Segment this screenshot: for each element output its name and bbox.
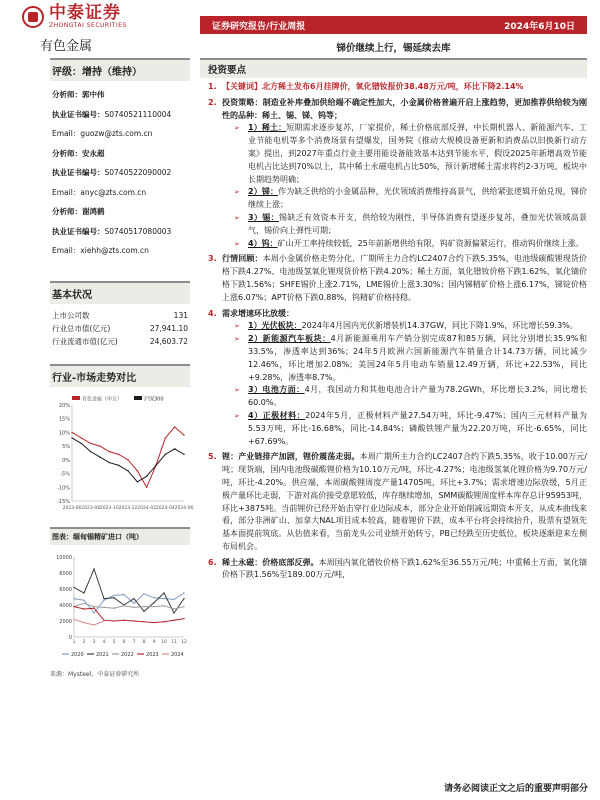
data-point — [143, 610, 144, 611]
data-point — [103, 599, 104, 600]
data-point — [83, 621, 84, 622]
data-point — [137, 481, 138, 482]
legend-label: 2021 — [96, 651, 109, 658]
data-point — [183, 434, 184, 435]
x-tick-label: 2024-04 — [155, 505, 175, 511]
x-tick-label: 12 — [181, 639, 187, 645]
data-point — [71, 437, 72, 438]
data-point — [99, 456, 100, 457]
data-point — [118, 464, 119, 465]
data-point — [133, 602, 134, 603]
data-point — [183, 453, 184, 454]
data-point — [173, 619, 174, 620]
legend-label: 2020 — [71, 651, 84, 658]
data-point — [183, 617, 184, 618]
y-tick-label: -5% — [60, 471, 70, 478]
x-tick-label: 10 — [161, 639, 167, 645]
y-tick-label: 4000 — [59, 602, 72, 609]
point-2-sub-3: ➢ 3）锡：锡缺乏有效资本开支，供给较为刚性，半导体消费有望逐步复苏，叠加光伏领域高景气，锡价向上弹性可期； — [234, 212, 587, 235]
data-point — [183, 592, 184, 593]
data-point — [113, 594, 114, 595]
analyst-cert: S0740517080003 — [104, 226, 172, 236]
y-tick-label: 2000 — [59, 618, 72, 625]
data-point — [153, 605, 154, 606]
data-point — [83, 592, 84, 593]
brand-logo — [22, 4, 127, 29]
analyst-cert: S0740522090002 — [104, 168, 172, 177]
point-1: 1. 【关键词】北方稀土发布6月挂牌价，氧化镨钕报价38.48万元/吨，环比下降2.14% — [208, 82, 524, 91]
brand-name-en: ZHONGTAI SECURITIES — [49, 22, 127, 29]
analyst-email[interactable]: Email：guozw@zts.com.cn — [52, 129, 153, 138]
data-point — [133, 597, 134, 598]
x-tick-label: 8 — [142, 639, 146, 645]
data-point — [93, 612, 94, 613]
data-point — [123, 593, 124, 594]
right-column — [200, 58, 587, 582]
industry-name: 有色金属 — [40, 39, 93, 54]
data-point — [165, 437, 166, 438]
legend-label: 沪深300 — [144, 396, 164, 402]
y-tick-label: 20% — [58, 402, 70, 409]
table-row: 上市公司数 131 — [52, 310, 188, 320]
analyst-list — [50, 85, 190, 261]
data-point — [81, 442, 82, 443]
data-point — [83, 602, 84, 603]
point-4-sub-2: ➢ 2）新能源汽车板块：4月新能源乘用车产销分别完成87和85万辆，同比分别增长35.9%和33.5%，渗透率达到36%；24年5月欧洲六国新能源汽车销量合计14.73万辆，同比减少12.46%，环比增加2.08%；美国24年5月电动车销量12.49万辆，环比+22.53%，同比+9.28%，渗透率8.7%。 — [234, 334, 587, 382]
data-point — [174, 426, 175, 427]
disclaimer-footer: 请务必阅读正文之后的重要声明部分 — [443, 784, 588, 794]
data-point — [174, 448, 175, 449]
table-row: 行业流通市值(亿元) 24,603.72 — [52, 336, 188, 346]
rating-value: 增持（维持） — [82, 67, 142, 78]
x-tick-label: 2023-06 — [62, 505, 82, 511]
brand-emblem-icon — [22, 6, 44, 28]
data-point — [183, 605, 184, 606]
analyst-name: 郭中伟 — [82, 90, 105, 99]
y-tick-label: 10% — [58, 429, 70, 436]
data-point — [127, 470, 128, 471]
data-point — [163, 621, 164, 622]
legend-label: 2022 — [121, 651, 134, 658]
y-tick-label: 0 — [68, 634, 72, 641]
series-line — [72, 426, 184, 486]
y-tick-label: 0% — [62, 457, 70, 464]
point-2: 2. 投资策略：制造业补库叠加供给端不确定性加大，小金属价格普遍开启上涨趋势，更加推荐供给较为刚性的品种：稀土、锡、锑、钨等； — [208, 97, 587, 120]
data-point — [103, 597, 104, 598]
x-tick-label: 2023-08 — [81, 505, 101, 511]
x-tick-label: 4 — [102, 639, 106, 645]
data-point — [73, 605, 74, 606]
data-point — [83, 599, 84, 600]
data-point — [90, 442, 91, 443]
basic-status-title: 基本状况 — [50, 281, 190, 304]
data-point — [153, 621, 154, 622]
data-point — [133, 620, 134, 621]
tin-import-chart-svg — [50, 551, 190, 663]
brand-name: 中泰证券 — [49, 3, 121, 23]
investment-points-title: 投资要点 — [200, 58, 587, 78]
data-point — [99, 445, 100, 446]
report-subtitle: 锑价继续上行，锡延续去库 — [336, 43, 451, 54]
data-point — [173, 608, 174, 609]
data-point — [155, 464, 156, 465]
x-tick-label: 9 — [152, 639, 156, 645]
data-point — [173, 598, 174, 599]
data-point — [146, 486, 147, 487]
table-row: 行业总市值(亿元) 27,941.10 — [52, 323, 188, 333]
x-tick-label: 2023-12 — [118, 505, 138, 511]
legend-swatch — [134, 396, 142, 400]
point-4-sub-1: ➢ 1）光伏板块：2024年4月国内光伏新增装机14.37GW，同比下降1.9%，环比增长59.3%。 — [234, 321, 578, 331]
x-tick-label: 6 — [122, 639, 126, 645]
data-point — [93, 607, 94, 608]
analyst-entry: 分析师：谢鸿鹤 执业证书编号：S0740517080003 Email：xiehh@zts.com.cn — [50, 202, 190, 261]
data-point — [73, 618, 74, 619]
data-point — [153, 597, 154, 598]
data-point — [103, 606, 104, 607]
data-point — [173, 612, 174, 613]
series-line — [74, 593, 184, 613]
x-tick-label: 11 — [171, 639, 177, 645]
data-point — [73, 597, 74, 598]
data-point — [163, 597, 164, 598]
x-tick-label: 2024-02 — [137, 505, 157, 511]
data-point — [109, 450, 110, 451]
rating-box — [50, 58, 190, 81]
analyst-cert: S0740521110004 — [104, 109, 172, 119]
chart-source: 来源：Mysteel，中泰证券研究所 — [50, 670, 140, 678]
point-4-sub-4: ➢ 4）正极材料：2024年5月，正极材料产量27.54万吨，环比-9.47%；国内三元材料产量为5.53万吨，环比-16.68%，同比-14.84%；磷酸铁锂产量为22.20万吨，环比-6.65%，同比+67.69%。 — [234, 410, 587, 446]
basic-status-table — [50, 309, 190, 348]
data-point — [81, 437, 82, 438]
report-date: 2024年6月10日 — [504, 21, 575, 32]
analyst-entry: 分析师：郭中伟 执业证书编号：S0740521110004 Email：guozw@zts.com.cn — [50, 85, 190, 144]
y-tick-label: 6000 — [59, 586, 72, 593]
left-column — [50, 58, 194, 678]
x-tick-label: 7 — [132, 639, 136, 645]
x-tick-label: 3 — [92, 639, 96, 645]
data-point — [123, 605, 124, 606]
x-tick-label: 2 — [82, 639, 86, 645]
data-point — [183, 597, 184, 598]
x-tick-label: 2024-06 — [174, 505, 194, 511]
data-point — [103, 620, 104, 621]
data-point — [90, 450, 91, 451]
data-point — [113, 620, 114, 621]
x-tick-label: 2023-10 — [99, 505, 119, 511]
y-tick-label: 5% — [62, 443, 70, 450]
data-point — [163, 605, 164, 606]
analyst-email[interactable]: Email：anyc@zts.com.cn — [52, 187, 147, 197]
rating-label: 评级： — [52, 67, 82, 78]
data-point — [163, 592, 164, 593]
data-point — [118, 453, 119, 454]
chart1-title: 图表：缅甸锡精矿进口（吨） — [50, 527, 190, 545]
report-type: 证券研究报告/行业周报 — [212, 21, 306, 32]
data-point — [113, 597, 114, 598]
trend-title: 行业-市场走势对比 — [50, 364, 190, 387]
data-point — [123, 619, 124, 620]
data-point — [143, 605, 144, 606]
data-point — [143, 593, 144, 594]
data-point — [93, 605, 94, 606]
data-point — [83, 608, 84, 609]
data-point — [113, 607, 114, 608]
legend-label: 2024 — [171, 651, 184, 658]
trend-chart-svg — [50, 393, 194, 513]
point-2-sub-1: ➢ 1）稀土：短期需求逐步复苏，厂家提价，稀土价格底部反弹，中长期机器人、新能源汽车、工业节能电机等多个消费场景有望爆发，国务院《推动大规模设备更新和消费品以旧换新行动方案》提出，到2027年重点行业主要用能设备能效基本达到节能水平，假设2025年新增高效节能电机占比达到70%以上，其中稀土永磁电机占比50%，预计新增稀土需求将约2-3万吨，板块中长期趋势明确； — [234, 123, 587, 184]
data-point — [93, 624, 94, 625]
x-tick-label: 1 — [72, 639, 76, 645]
data-point — [93, 568, 94, 569]
legend-label: 有色金属（申万） — [82, 396, 123, 402]
point-4-sub-3: ➢ 3）电池方面：4月，我国动力和其他电池合计产量为78.2GWh，环比增长3.2%，同比增长60.0%。 — [234, 385, 587, 408]
x-tick-label: 5 — [112, 639, 116, 645]
data-point — [137, 470, 138, 471]
legend-swatch — [72, 396, 80, 400]
analyst-email[interactable]: Email：xiehh@zts.com.cn — [52, 246, 149, 255]
data-point — [146, 475, 147, 476]
data-point — [127, 459, 128, 460]
data-point — [143, 621, 144, 622]
tin-import-chart — [50, 551, 190, 667]
analyst-name: 谢鸿鹤 — [82, 207, 105, 216]
y-tick-label: -10% — [57, 484, 70, 491]
point-6: 6. 稀土永磁：价格底部反弹。本周国内氧化镨钕价格下跌1.62%至36.55万元/吨；中重稀土方面，氧化镝价格下跌1.56%至189.00万元/吨， — [208, 557, 588, 580]
data-point — [153, 601, 154, 602]
series-line — [74, 619, 104, 625]
data-point — [73, 586, 74, 587]
trend-chart — [50, 393, 194, 517]
y-tick-label: 10000 — [56, 554, 72, 561]
legend-label: 2023 — [146, 651, 159, 658]
analyst-entry: 分析师：安永超 执业证书编号：S0740522090002 Email：anyc@zts.com.cn — [50, 144, 190, 203]
report-header-band — [200, 16, 587, 34]
point-5: 5. 锂：产业链排产加剧，锂价震荡走弱。本周广期所主力合约LC2407合约下跌5.35%，收于10.00万元/吨；现货端，国内电池级碳酸锂价格为10.10万元/吨，环比-4.27%；电池级氢氧化锂价格为9.70万元/吨，环比-4.20%。供应端，本周碳酸锂周度产量14705吨，环比+3.7%；需求增速边际放缓，5月正极产量环比走弱，下游对高价接受意愿较低，库存继续增加，SMM碳酸锂周度样本库存总计95953吨，环比+3875吨。当前锂价已经开始击穿行业边际成本，部分企业开始削减远期资本开支，从成本曲线来看，部分非洲矿山、加拿大NAL项目成本较高，随着锂价下跌，成本平台将会持续抬升，股票有望领先基本面提前筑底。从估值来看，当前龙头公司业绩开始转亏，PB已经跌至历史低位，板块逐渐迎来左侧布局机会。 — [208, 452, 587, 551]
point-4: 4. 需求增速环比放缓： — [208, 308, 294, 318]
data-point — [133, 606, 134, 607]
analyst-name: 安永超 — [82, 148, 105, 158]
data-point — [71, 431, 72, 432]
data-point — [165, 453, 166, 454]
y-tick-label: -15% — [57, 498, 70, 505]
y-tick-label: 8000 — [59, 570, 72, 577]
point-3: 3. 行情回顾：本周小金属价格走势分化，广期所主力合约LC2407合约下跌5.35%，电池级碳酸锂现货价格下跌4.27%、电池级氢氧化锂现货价格下跌4.20%；稀土方面，氧化镨钕价格下跌1.62%，氧化镝价格下跌1.56%；SHFE锡价上涨2.71%，LME锡价上涨3.30%；国内锑精矿价格上涨6.17%，锑锭价格上涨6.07%；APT价格下跌0.88%，钨精矿价格持稳。 — [208, 254, 587, 302]
point-2-sub-2: ➢ 2）锑：作为缺乏供给的小金属品种，光伏领域消费维持高景气，供给紧张逻辑开始兑现，锑价继续上涨； — [234, 187, 587, 210]
point-2-sub-4: ➢ 4）钨：矿山开工率持续较低，25年前新增供给有限，钨矿资源偏紧运行，推动钨价继续上涨。 — [234, 238, 584, 248]
data-point — [109, 461, 110, 462]
y-tick-label: 15% — [58, 416, 70, 423]
